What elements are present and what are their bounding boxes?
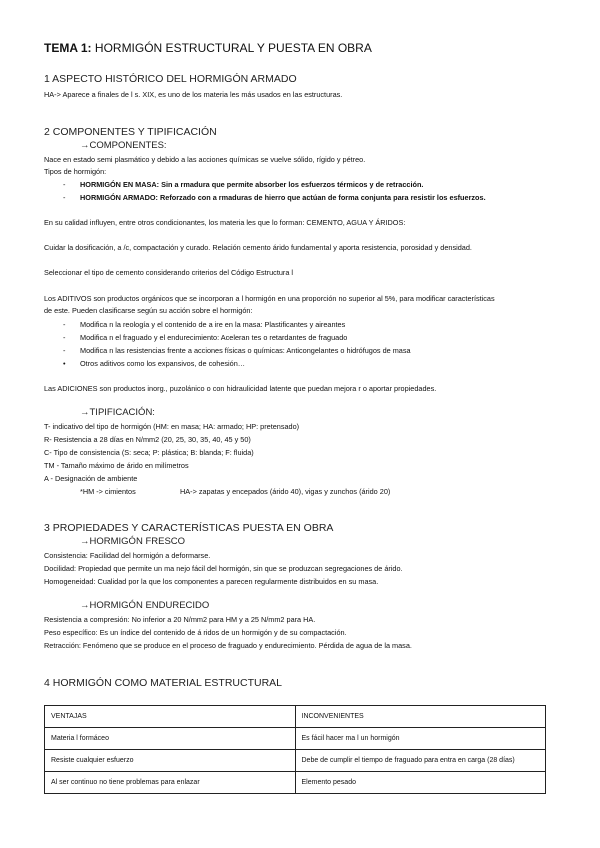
paragraph-line: Las ADICIONES son productos inorg., puzolánico o con hidraulicidad latente que puedan mejora r o aportar propiedades. — [44, 384, 437, 393]
bullet-dash: - — [63, 193, 66, 202]
table-row — [45, 728, 546, 750]
comparison-table — [44, 705, 546, 794]
bullet-dash: - — [63, 320, 66, 329]
bullet-item: Modifica n las resistencias frente a acciones físicas o químicas: Anticongelantes o hidrófugos de masa — [80, 346, 411, 355]
paragraph-line: Retracción: Fenómeno que se produce en el proceso de fraguado y endurecimiento. Pérdida de agua de la masa. — [44, 641, 412, 650]
table-row — [45, 772, 546, 794]
table-header-cell: INCONVENIENTES — [295, 706, 546, 728]
paragraph-line: TM - Tamaño máximo de árido en milímetros — [44, 461, 189, 470]
bullet-dash: - — [63, 346, 66, 355]
bullet-item: HORMIGÓN ARMADO: Reforzado con a rmaduras de hierro que actúan de forma conjunta para resistir los esfuerzos. — [80, 193, 486, 202]
page-title: TEMA 1: HORMIGÓN ESTRUCTURAL Y PUESTA EN OBRA — [44, 41, 372, 55]
section-1-heading: 1 ASPECTO HISTÓRICO DEL HORMIGÓN ARMADO — [44, 73, 297, 85]
bullet-dash: - — [63, 333, 66, 342]
subheading-tipificacion: →TIPIFICACIÓN: — [80, 407, 155, 418]
subheading-componentes: →COMPONENTES: — [80, 140, 167, 151]
table-cell: Debe de cumplir el tiempo de fraguado para entra en carga (28 días) — [295, 750, 546, 772]
paragraph-line: Nace en estado semi plasmático y debido a las acciones químicas se vuelve sólido, rígido y pétreo. — [44, 155, 366, 164]
table-header-row — [45, 706, 546, 728]
paragraph-line: Cuidar la dosificación, a /c, compactación y curado. Relación cemento árido fundamental y aporta resistencia, porosidad y densidad. — [44, 243, 472, 252]
paragraph-line: HA-> zapatas y encepados (árido 40), vigas y zunchos (árido 20) — [180, 487, 391, 496]
table-row — [45, 750, 546, 772]
paragraph-line: En su calidad influyen, entre otros condicionantes, los materia les que lo forman: CEMENTO, AGUA Y ÁRIDOS: — [44, 218, 406, 227]
section-3-heading: 3 PROPIEDADES Y CARACTERÍSTICAS PUESTA EN OBRA — [44, 522, 334, 534]
paragraph-line: de este. Pueden clasificarse según su acción sobre el hormigón: — [44, 306, 253, 315]
bullet-dot: • — [63, 359, 66, 368]
paragraph-line: Consistencia: Facilidad del hormigón a deformarse. — [44, 551, 211, 560]
subheading-hormigon-fresco: →HORMIGÓN FRESCO — [80, 536, 186, 547]
table-cell: Al ser continuo no tiene problemas para enlazar — [45, 772, 296, 794]
section-1-text: HA-> Aparece a finales de l s. XIX, es uno de los materia les más usados en las estructuras. — [44, 90, 343, 99]
paragraph-line: T- indicativo del tipo de hormigón (HM: en masa; HA: armado; HP: pretensado) — [44, 422, 300, 431]
table-header-cell: VENTAJAS — [45, 706, 296, 728]
paragraph-line: Tipos de hormigón: — [44, 167, 107, 176]
paragraph-line: A - Designación de ambiente — [44, 474, 138, 483]
table-cell: Elemento pesado — [295, 772, 546, 794]
section-2-heading: 2 COMPONENTES Y TIPIFICACIÓN — [44, 126, 217, 138]
bullet-item: HORMIGÓN EN MASA: Sin a rmadura que permite absorber los esfuerzos térmicos y de retracción. — [80, 180, 424, 189]
paragraph-line: Los ADITIVOS son productos orgánicos que se incorporan a l hormigón en una proporción no superior al 5%, para modificar características — [44, 294, 495, 303]
paragraph-line: R- Resistencia a 28 días en N/mm2 (20, 25, 30, 35, 40, 45 y 50) — [44, 435, 251, 444]
paragraph-line: C- Tipo de consistencia (S: seca; P: plástica; B: blanda; F: fluida) — [44, 448, 254, 457]
table-cell: Materia l formáceo — [45, 728, 296, 750]
subheading-hormigon-endurecido: →HORMIGÓN ENDURECIDO — [80, 600, 210, 611]
bullet-item: Otros aditivos como los expansivos, de cohesión… — [80, 359, 246, 368]
paragraph-line: Docilidad: Propiedad que permite un ma nejo fácil del hormigón, sin que se produzcan segregaciones de árido. — [44, 564, 403, 573]
paragraph-line: Resistencia a compresión: No inferior a 20 N/mm2 para HM y a 25 N/mm2 para HA. — [44, 615, 316, 624]
paragraph-line: Peso específico: Es un índice del contenido de á ridos de un hormigón y de su compactación. — [44, 628, 347, 637]
section-4-heading: 4 HORMIGÓN COMO MATERIAL ESTRUCTURAL — [44, 677, 283, 689]
paragraph-line: Seleccionar el tipo de cemento considerando criterios del Código Estructura l — [44, 268, 294, 277]
table-cell: Resiste cualquier esfuerzo — [45, 750, 296, 772]
table-cell: Es fácil hacer ma l un hormigón — [295, 728, 546, 750]
paragraph-line: Homogeneidad: Cualidad por la que los componentes a parecen regularmente distribuidos en su masa. — [44, 577, 379, 586]
bullet-item: Modifica n la reología y el contenido de a ire en la masa: Plastificantes y aireantes — [80, 320, 346, 329]
paragraph-line: *HM -> cimientos — [80, 487, 136, 496]
bullet-item: Modifica n el fraguado y el endurecimiento: Aceleran tes o retardantes de fraguado — [80, 333, 348, 342]
bullet-dash: - — [63, 180, 66, 189]
